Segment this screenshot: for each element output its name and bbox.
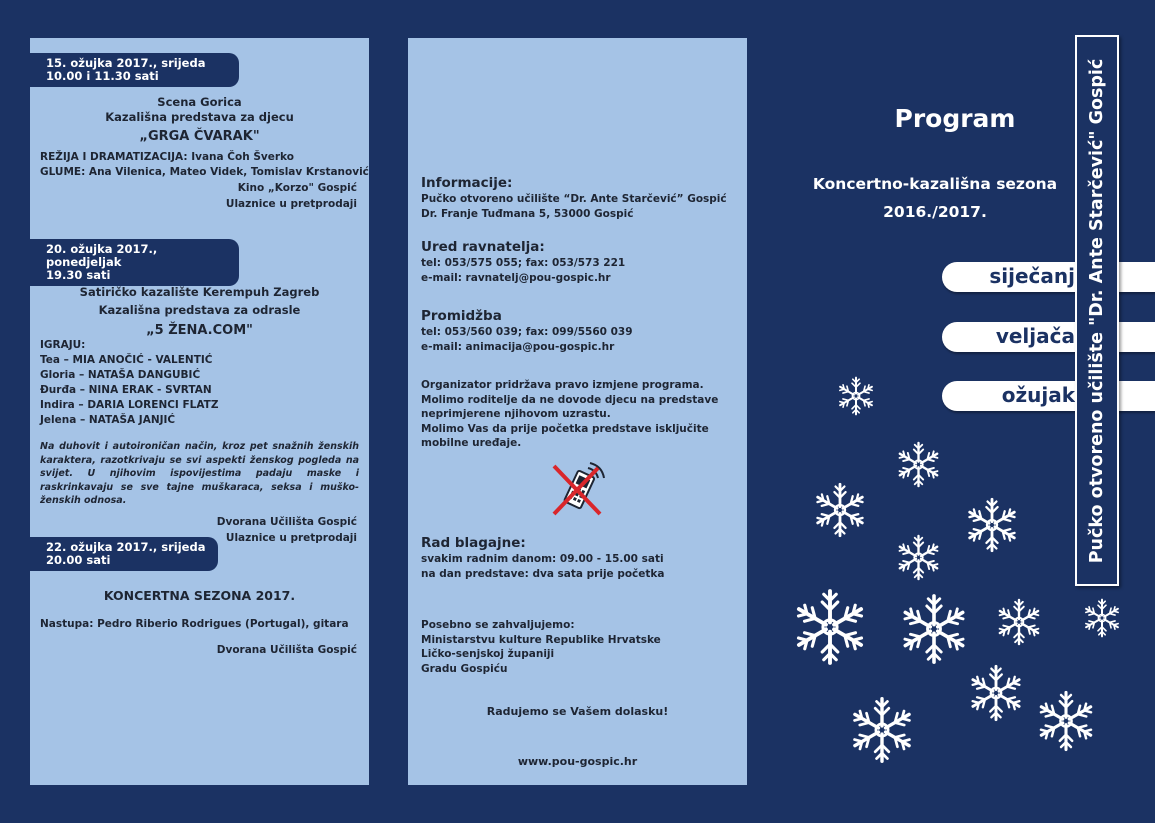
- event-date: 20. ožujka 2017., ponedjeljak: [46, 242, 158, 269]
- snowflake-icon: [964, 497, 1020, 553]
- event-date-tab: [30, 239, 239, 286]
- event-title: „GRGA ČVARAK": [139, 129, 260, 144]
- snowflake-icon: [791, 588, 869, 666]
- no-mobile-phone-icon: [548, 458, 608, 518]
- notice-section: [421, 378, 737, 451]
- snowflake-icon: [812, 482, 868, 538]
- month-label: siječanj: [989, 264, 1075, 288]
- notice-line: Molimo Vas da prije početka predstave isključite: [421, 422, 709, 435]
- promo-email: e-mail: animacija@pou-gospic.hr: [421, 340, 615, 353]
- event-credit: GLUME: Ana Vilenica, Mateo Videk, Tomislav Krstanović: [40, 166, 369, 178]
- info-panel: [408, 38, 747, 785]
- event-time: 10.00 i 11.30 sati: [46, 69, 159, 83]
- event-location: Dvorana Učilišta Gospić: [216, 644, 357, 656]
- month-tab-veljaca: [942, 322, 1155, 352]
- month-tab-sijecanj: [942, 262, 1155, 292]
- info-line: Pučko otvoreno učilište “Dr. Ante Starčević” Gospić: [421, 193, 727, 205]
- office-email: e-mail: ravnatelj@pou-gospic.hr: [421, 271, 611, 284]
- welcome-text: Radujemo se Vašem dolasku!: [486, 705, 669, 718]
- thanks-line: Ministarstvu kulture Republike Hrvatske: [421, 633, 661, 646]
- snowflake-icon: [995, 598, 1043, 646]
- snowflake-icon: [848, 696, 916, 764]
- event-5-zena-com: [30, 283, 369, 546]
- event-grga-cvarak: [30, 95, 369, 212]
- event-date-tab: [30, 53, 239, 87]
- events-panel: [30, 38, 369, 785]
- promo-section: [421, 308, 737, 354]
- event-tickets: Ulaznice u pretprodaji: [225, 198, 357, 210]
- institution-banner: [1075, 35, 1119, 586]
- snowflake-icon: [967, 664, 1025, 722]
- cast-member: Tea – MIA ANOČIĆ - VALENTIĆ: [40, 354, 213, 366]
- cover-title: Program: [894, 104, 1016, 133]
- month-tab-ozujak: [942, 381, 1155, 411]
- event-title: „5 ŽENA.COM": [146, 323, 253, 338]
- thanks-line: Gradu Gospiću: [421, 662, 508, 675]
- month-label: ožujak: [1001, 383, 1075, 407]
- cast-member: Indira – DARIA LORENCI FLATZ: [40, 399, 219, 411]
- cast-member: Jelena – NATAŠA JANJIĆ: [40, 414, 176, 426]
- office-section: [421, 239, 737, 285]
- event-location: Dvorana Učilišta Gospić: [216, 515, 357, 528]
- info-heading: Informacije:: [421, 175, 513, 191]
- office-phone: tel: 053/575 055; fax: 053/573 221: [421, 257, 626, 269]
- event-date-tab: [30, 537, 218, 571]
- event-type: Kazališna predstava za djecu: [105, 110, 294, 124]
- event-title: KONCERTNA SEZONA 2017.: [103, 588, 296, 603]
- month-label: veljača: [995, 324, 1075, 348]
- info-section: [421, 175, 737, 221]
- cast-member: Gloria – NATAŠA DANGUBIĆ: [40, 369, 201, 381]
- box-office-line: na dan predstave: dva sata prije početka: [421, 567, 665, 580]
- event-company: Scena Gorica: [157, 95, 242, 109]
- snowflake-icon: [895, 441, 942, 488]
- promo-phone: tel: 053/560 039; fax: 099/5560 039: [421, 326, 633, 338]
- notice-line: neprimjerene njihovom uzrastu.: [421, 408, 611, 420]
- event-time: 20.00 sati: [46, 553, 111, 567]
- season-title: Koncertno-kazališna sezona: [812, 175, 1058, 193]
- event-type: Kazališna predstava za odrasle: [98, 303, 301, 317]
- website-link[interactable]: www.pou-gospic.hr: [517, 755, 638, 768]
- snowflake-icon: [836, 376, 876, 416]
- event-tickets: Ulaznice u pretprodaji: [225, 531, 357, 544]
- notice-line: Molimo roditelje da ne dovode djecu na predstave: [421, 393, 719, 406]
- event-koncertna-sezona: [30, 584, 369, 658]
- box-office-line: svakim radnim danom: 09.00 - 15.00 sati: [421, 553, 664, 565]
- snowflake-icon: [1082, 598, 1122, 638]
- thanks-section: [421, 618, 737, 676]
- event-location: Kino „Korzo" Gospić: [237, 182, 357, 194]
- thanks-line: Posebno se zahvaljujemo:: [421, 619, 575, 631]
- snowflake-icon: [1035, 690, 1097, 752]
- snowflake-icon: [898, 593, 970, 665]
- event-time: 19.30 sati: [46, 268, 111, 282]
- event-company: Satiričko kazalište Kerempuh Zagreb: [79, 285, 320, 299]
- box-office-section: [421, 535, 737, 581]
- season-years: 2016./2017.: [883, 203, 987, 221]
- promo-heading: Promidžba: [421, 308, 502, 324]
- notice-line: Organizator pridržava pravo izmjene programa.: [421, 379, 704, 391]
- event-description: Na duhovit i autoironičan način, kroz pet snažnih ženskih karaktera, razotkrivaju se svi aspekti ženskog pogleda na svijet. U njihovim ispovijestima padaju maske i raskrinkavaju se sve tajne muškaraca, seksa i muško-ženskih odnosa.: [40, 441, 359, 506]
- institution-name: Pučko otvoreno učilište "Dr. Ante Starčević" Gospić: [1087, 58, 1107, 563]
- notice-line: mobilne uređaje.: [421, 437, 522, 449]
- cast-member: Đurđa – NINA ERAK - SVRTAN: [40, 384, 212, 396]
- event-date: 22. ožujka 2017., srijeda: [46, 540, 206, 554]
- snowflake-icon: [895, 534, 942, 581]
- event-performer: Nastupa: Pedro Riberio Rodrigues (Portugal), gitara: [40, 618, 349, 630]
- office-heading: Ured ravnatelja:: [421, 239, 545, 255]
- event-date: 15. ožujka 2017., srijeda: [46, 56, 206, 70]
- box-office-heading: Rad blagajne:: [421, 535, 526, 551]
- event-credit: REŽIJA I DRAMATIZACIJA: Ivana Čoh Šverko: [40, 151, 294, 163]
- info-line: Dr. Franje Tuđmana 5, 53000 Gospić: [421, 207, 634, 220]
- thanks-line: Ličko-senjskoj županiji: [421, 648, 555, 660]
- cast-label: IGRAJU:: [40, 339, 86, 351]
